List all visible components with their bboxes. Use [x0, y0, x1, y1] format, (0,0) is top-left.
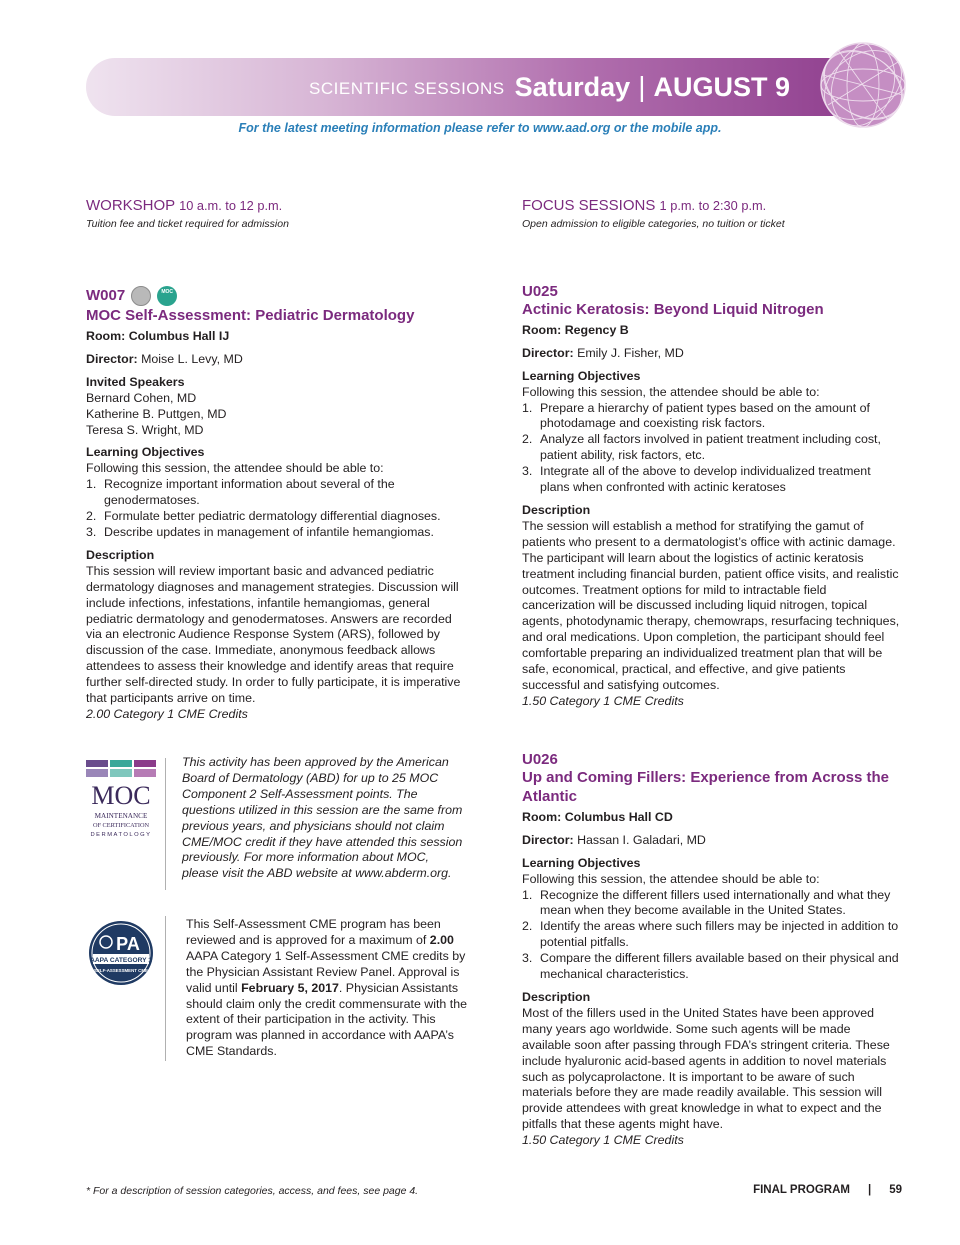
objective-number: 3. [86, 524, 97, 539]
banner-title [309, 58, 790, 116]
director-value: Emily J. Fisher, MD [577, 345, 684, 360]
objectives-label: Learning Objectives [522, 368, 641, 383]
moc-divider [165, 758, 166, 890]
page-number: 59 [889, 1184, 902, 1196]
objectives-label: Learning Objectives [86, 445, 205, 460]
session-title: Up and Coming Fillers: Experience from Across the Atlantic [522, 768, 890, 805]
header-banner [86, 58, 886, 116]
cme-credits: 2.00 Category 1 CME Credits [86, 706, 248, 721]
moc-logo-line2: OF CERTIFICATION [92, 822, 150, 829]
room-label: Room: [522, 322, 562, 337]
moc-badge-icon: MOC [157, 286, 177, 306]
aapa-logo [88, 920, 154, 986]
workshop-time: 10 a.m. to 12 p.m. [179, 198, 283, 213]
focus-heading [522, 198, 902, 214]
speaker-item: Bernard Cohen, MD [86, 390, 197, 405]
session-title: Actinic Keratosis: Beyond Liquid Nitrogen [522, 300, 824, 318]
objectives-intro: Following this session, the attendee should be able to: [86, 461, 384, 476]
aapa-text-part: . Physician Assistants should claim only the credit commensurate with the extent of their participation in the activity. This program was planned in accordance with AAPA’s CME Standards. [186, 980, 467, 1059]
director-value: Hassan I. Galadari, MD [577, 832, 706, 847]
objective-item [86, 477, 466, 509]
objective-text: Integrate all of the above to develop individualized treatment plans when confronted with actinic keratoses [540, 464, 871, 495]
aapa-logo-text: PA [116, 934, 140, 954]
aapa-text-part: This Self-Assessment CME program has been reviewed and is approved for a maximum of [186, 917, 441, 947]
banner-date: AUGUST 9 [653, 71, 790, 102]
session-title: MOC Self-Assessment: Pediatric Dermatology [86, 307, 415, 324]
cme-credits: 1.50 Category 1 CME Credits [522, 1133, 684, 1148]
objective-number: 2. [522, 919, 533, 934]
workshop-heading [86, 198, 466, 214]
objective-item [86, 525, 466, 541]
workshop-title: WORKSHOP [86, 197, 175, 214]
footer-program: FINAL PROGRAM [753, 1184, 850, 1196]
session-code-text: W007 [86, 287, 126, 305]
description-text: Most of the fillers used in the United States have been approved many years ago worldwide. Some such agents will be made available soon after passing through FDA’s stringent criteria. These include hyaluronic acid-based agents in addition to novel materials such as polycaprolactone. It is important to be aware of such materials before they are made readily available. This session will provide attendees with great knowledge in what to expect and the pitfalls that these agents might have. [522, 1005, 890, 1132]
objective-text: Identify the areas where such fillers may be injected in addition to potential pitfalls. [540, 919, 899, 950]
objective-text: Recognize important information about several of the genodermatoses. [104, 477, 395, 508]
objective-text: Recognize the different fillers used internationally and what they mean when they become available in the United States. [540, 887, 891, 918]
objective-text: Formulate better pediatric dermatology differential diagnoses. [104, 509, 441, 524]
room-value: Regency B [564, 322, 629, 337]
aapa-approval-text [186, 917, 476, 1060]
director-label: Director: [86, 351, 138, 366]
objective-item [86, 509, 466, 525]
banner-prefix: SCIENTIFIC SESSIONS [309, 79, 505, 98]
objective-item [522, 432, 902, 464]
session-director [86, 352, 466, 368]
description-label: Description [522, 989, 591, 1004]
room-label: Room: [522, 809, 562, 824]
objective-item [522, 401, 902, 433]
objective-item [522, 951, 902, 983]
session-code: U025 [522, 283, 558, 300]
objective-item [522, 464, 902, 496]
description-label: Description [86, 547, 155, 562]
objectives-label: Learning Objectives [522, 855, 641, 870]
moc-logo-text: MOC [91, 781, 151, 810]
objective-text: Compare the different fillers available based on their physical and mechanical characteristics. [540, 951, 899, 982]
objective-number: 2. [86, 509, 97, 524]
speaker-item: Teresa S. Wright, MD [86, 422, 204, 437]
focus-title: FOCUS SESSIONS [522, 197, 656, 214]
banner-separator: | [638, 71, 646, 102]
objectives-list [86, 477, 466, 541]
session-w007 [86, 286, 466, 723]
objectives-list [522, 401, 902, 496]
session-code [86, 286, 466, 306]
objectives-intro: Following this session, the attendee should be able to: [522, 384, 820, 399]
room-label: Room: [86, 329, 126, 343]
focus-subtitle: Open admission to eligible categories, no tuition or ticket [522, 217, 785, 230]
footer-page-info [753, 1184, 902, 1196]
room-value: Columbus Hall CD [564, 809, 673, 824]
moc-logo-line3: DERMATOLOGY [90, 832, 152, 838]
footer-separator: | [867, 1184, 872, 1196]
session-room [522, 323, 902, 339]
footer-note: * For a description of session categories, access, and fees, see page 4. [86, 1185, 419, 1197]
objective-item [522, 919, 902, 951]
director-value: Moise L. Levy, MD [141, 351, 243, 366]
globe-icon [818, 40, 908, 130]
category-icon [131, 286, 151, 306]
description-text: The session will establish a method for stratifying the gamut of patients who present to a dermatologist’s office with actinic damage. The participant will learn about the logistics of actinic keratosis treatment including financial burden, patient office visits, and realistic outcomes. Treatment options for mild to intractable field cancerization will be discussed including liquid nitrogen, topical agents, photodynamic therapy, chemowraps, resurfacing techniques, and oral medications. Upon completion, the participant should feel comfortable preparing an individualized treatment plan that will be safe, economical, practical, and effective, and give patients successful and satisfying outcomes. [522, 518, 900, 692]
session-code: U026 [522, 751, 558, 768]
focus-time: 1 p.m. to 2:30 p.m. [659, 198, 767, 213]
aapa-logo-line1: AAPA CATEGORY 1 [90, 957, 152, 964]
room-value: Columbus Hall IJ [128, 329, 230, 343]
speakers-label: Invited Speakers [86, 374, 185, 389]
aapa-text-part: AAPA Category 1 Self-Assessment CME credits by the Physician Assistant Review Panel. Approval is valid until [186, 948, 466, 995]
session-u026 [522, 752, 902, 1149]
objective-text: Analyze all factors involved in patient treatment including cost, patient ability, risk factors, etc. [540, 432, 881, 463]
aapa-credit-amount: 2.00 [429, 932, 454, 947]
objectives-intro: Following this session, the attendee should be able to: [522, 871, 820, 886]
aapa-divider [165, 916, 166, 1061]
meeting-info-line: For the latest meeting information please refer to www.aad.org or the mobile app. [238, 121, 722, 135]
director-label: Director: [522, 832, 574, 847]
focus-column [522, 198, 902, 233]
moc-logo-line1: MAINTENANCE [94, 812, 148, 820]
objective-number: 3. [522, 951, 533, 966]
session-director [522, 346, 902, 362]
objective-number: 2. [522, 432, 533, 447]
moc-approval-text: This activity has been approved by the American Board of Dermatology (ABD) for up to 25 MOC Component 2 Self-Assessment points. The questions utilized in this session are the same from previous years, and physicians should not claim CME/MOC credit if they have attended this session previously. For more information about MOC, please visit the ABD website at www.abderm.org. [182, 755, 463, 881]
workshop-column [86, 198, 466, 233]
cme-credits: 1.50 Category 1 CME Credits [522, 693, 684, 708]
objective-item [522, 888, 902, 920]
objectives-list [522, 888, 902, 983]
aapa-valid-date: February 5, 2017 [241, 980, 339, 995]
workshop-subtitle: Tuition fee and ticket required for admission [86, 217, 289, 230]
session-director [522, 833, 902, 849]
moc-logo [86, 760, 156, 840]
objective-text: Prepare a hierarchy of patient types based on the amount of photodamage and coexisting risk factors. [540, 400, 870, 431]
speaker-item: Katherine B. Puttgen, MD [86, 406, 227, 421]
objective-number: 1. [522, 887, 533, 902]
description-label: Description [522, 502, 591, 517]
description-text: This session will review important basic and advanced pediatric dermatology diagnoses and management strategies. Discussion will include infections, infestations, infantile hemangiomas, general pediatric dermatology and genodermatoses. Answers are recorded via an electronic Audience Response System (ARS), followed by discussion of the case. Immediate, anonymous feedback allows attendees to assess their knowledge and identify areas that require further self-directed study. In order to fully participate, it is imperative that participants arrive on time. [86, 563, 461, 706]
banner-day: Saturday [514, 71, 631, 102]
objective-number: 1. [86, 477, 97, 492]
session-room [86, 329, 466, 345]
aapa-logo-line2: SELF-ASSESSMENT CME [94, 968, 148, 973]
director-label: Director: [522, 345, 574, 360]
objective-number: 3. [522, 464, 533, 479]
objective-number: 1. [522, 400, 533, 415]
objective-text: Describe updates in management of infantile hemangiomas. [104, 524, 434, 539]
session-room [522, 810, 902, 826]
session-u025 [522, 284, 902, 710]
